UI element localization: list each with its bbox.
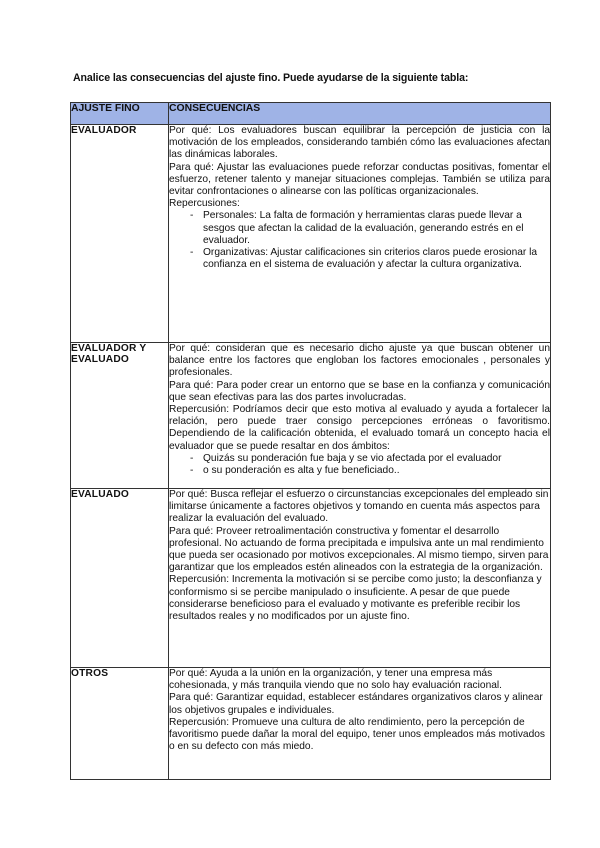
table-row xyxy=(71,668,551,780)
header-ajuste-fino: AJUSTE FINO xyxy=(71,103,169,125)
paragraph: Para qué: Para poder crear un entorno que se base en la confianza y comunicación que sean efectivas para las dos partes involucradas. xyxy=(169,379,550,403)
row-content xyxy=(169,489,551,668)
row-label: EVALUADO xyxy=(71,489,169,668)
list-item: - Personales: La falta de formación y herramientas claras puede llevar a sesgos que afectan la calidad de la evaluación, generando estrés en el evaluador. xyxy=(187,210,550,247)
paragraph: Repercusión: Promueve una cultura de alto rendimiento, pero la percepción de favoritismo puede dañar la moral del equipo, tener unos empleados más motivados o en su defecto con más miedo. xyxy=(169,716,546,753)
paragraph: Por qué: Ayuda a la unión en la organización, y tener una empresa más cohesionada, y más tranquila viendo que no solo hay evaluación racional. xyxy=(169,668,503,692)
row-label: EVALUADOR xyxy=(71,125,169,343)
paragraph: Repercusión: Incrementa la motivación si se percibe como justo; la desconfianza y conformismo si se percibe manipulado o insuficiente. A pesar de que puede considerarse beneficioso para el evaluado y motivante es preferible recibir los resultados reales y no modificados por un ajuste fino. xyxy=(169,574,542,623)
paragraph: Para qué: Proveer retroalimentación constructiva y fomentar el desarrollo profesional. No actuando de forma precipitada e impulsiva ante un mal rendimiento que pueda ser ocasionado por motivos excepcionales. Al mismo tiempo, sirven para garantizar que los empleados estén alineados con la estrategia de la organización. xyxy=(169,525,549,574)
paragraph: Para qué: Ajustar las evaluaciones puede reforzar conductas positivas, fomentar el esfuerzo, retener talento y manejar situaciones complejas. También se utiliza para evitar confrontaciones o alinearse con las políticas organizacionales. xyxy=(169,161,550,198)
page-heading: Analice las consecuencias del ajuste fino. Puede ayudarse de la siguiente tabla: xyxy=(73,72,469,84)
list-item: - Organizativas: Ajustar calificaciones sin criterios claros puede erosionar la confianza en el sistema de evaluación y afectar la cultura organizativa. xyxy=(187,247,550,271)
paragraph: Por qué: Busca reflejar el esfuerzo o circunstancias excepcionales del empleado sin limitarse únicamente a factores objetivos y tomando en cuenta más aspectos para realizar la evaluación del evaluado. xyxy=(169,489,549,525)
row-label: EVALUADOR Y EVALUADO xyxy=(71,343,169,489)
row-content xyxy=(169,343,551,489)
list-item: - o su ponderación es alta y fue beneficiado.. xyxy=(187,465,550,477)
list-item: - Quizás su ponderación fue baja y se vio afectada por el evaluador xyxy=(187,453,550,465)
paragraph: Por qué: consideran que es necesario dicho ajuste ya que buscan obtener un balance entre los factores que engloban los factores emocionales , personales y profesionales. xyxy=(169,343,550,379)
paragraph: Repercusiones: xyxy=(169,198,240,210)
header-consecuencias: CONSECUENCIAS xyxy=(169,103,551,125)
table-row xyxy=(71,489,551,668)
dash-list xyxy=(169,210,550,271)
paragraph: Por qué: Los evaluadores buscan equilibrar la percepción de justicia con la motivación de los empleados, considerando también cómo las evaluaciones afectan las dinámicas laborales. xyxy=(169,125,550,161)
dash-list xyxy=(169,453,550,477)
table-header-row xyxy=(71,103,551,125)
table-row xyxy=(71,125,551,343)
consequences-table xyxy=(70,102,551,780)
paragraph: Repercusión: Podríamos decir que esto motiva al evaluado y ayuda a fortalecer la relación, pero puede traer consigo percepciones erróneas o favoritismo. Dependiendo de la calificación obtenida, el evaluado tomará un concepto hacia el evaluador que se puede resaltar en dos ámbitos: xyxy=(169,404,550,452)
paragraph: Para qué: Garantizar equidad, establecer estándares organizativos claros y alinear los objetivos grupales e individuales. xyxy=(169,692,543,716)
row-content xyxy=(169,668,551,780)
row-content xyxy=(169,125,551,343)
table-row xyxy=(71,343,551,489)
row-label: OTROS xyxy=(71,668,169,780)
